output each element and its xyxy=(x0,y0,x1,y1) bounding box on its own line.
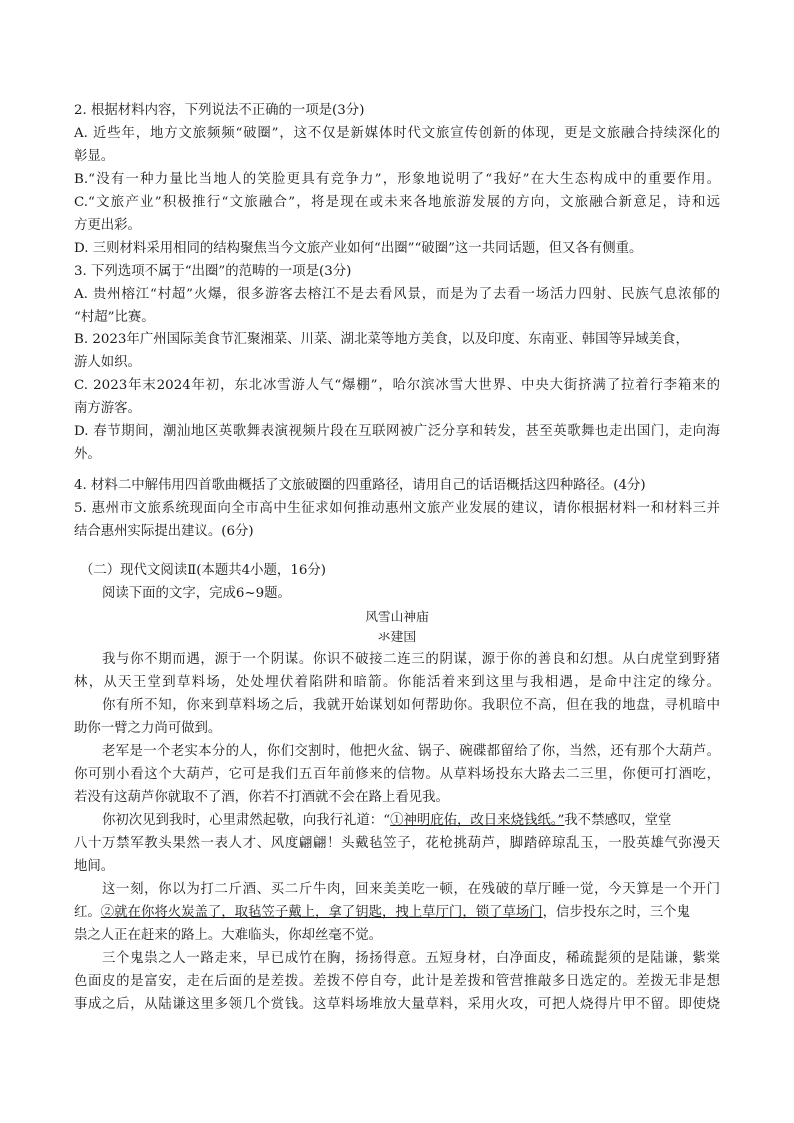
paragraph-4-line-1 xyxy=(102,811,671,831)
section-2-heading: （二）现代文阅读Ⅱ(本题共4小题，16分) xyxy=(80,563,326,578)
question-3-option-c: C. 2023年末2024年初，东北冰雪游人气“爆棚”，哈尔滨冰雪大世界、中央大街挤满了拉着行李箱来的 xyxy=(74,378,720,393)
question-3-option-a: A. 贵州榕江“村超”火爆，很多游客去榕江不是去看风景，而是为了去看一场活力四射、民族气息浓郁的 xyxy=(74,287,720,302)
question-3-option-c-cont: 南方游客。 xyxy=(74,401,141,416)
question-5-line-2: 结合惠州实际提出建议。(6分) xyxy=(74,524,254,539)
question-4: 4. 材料二中解伟用四首歌曲概括了文旅破圈的四重路径，请用自己的话语概括这四种路径。(4分) xyxy=(74,478,646,493)
question-3-stem: 3. 下列选项不属于“出圈”的范畴的一项是(3分) xyxy=(74,264,352,279)
paragraph-4-text-b: 我不禁感叹，堂堂 xyxy=(564,813,672,828)
story-author: 氺建国 xyxy=(377,629,417,644)
paragraph-5-text-a: 红。 xyxy=(74,905,101,920)
story-title: 风雪山神庙 xyxy=(365,609,429,624)
question-3-option-b-cont: 游人如织。 xyxy=(74,355,141,370)
question-2-option-a-cont: 彰显。 xyxy=(74,149,115,164)
question-3-option-b: B. 2023年广州国际美食节汇聚湘菜、川菜、湖北菜等地方美食，以及印度、东南亚、韩国等异域美食， xyxy=(74,332,689,347)
question-2-option-c: C.“文旅产业”积极推行“文旅融合”，将是现在或未来各地旅游发展的方向，文旅融合新意足，诗和远 xyxy=(74,195,720,210)
paragraph-5-text-b: ，信步投东之时，三个鬼 xyxy=(542,905,690,920)
underlined-sentence-1: ①神明庇佑，改日来烧钱纸。” xyxy=(390,813,565,828)
paragraph-6-line-3: 事成之后，从陆谦这里多领几个赏钱。这草料场堆放大量草料，采用火攻，可把人烧得片甲不留。即使烧 xyxy=(74,997,720,1012)
paragraph-5-line-1: 这一刻，你以为打二斤酒、买二斤牛肉，回来美美吃一顿，在残破的草厅睡一觉，今天算是一个开门 xyxy=(102,882,720,897)
paragraph-1-line-2: 林，从天王堂到草料场，处处埋伏着陷阱和暗箭。你能活着来到这里与我相遇，是命中注定的缘分。 xyxy=(74,675,720,690)
question-2-option-a: A. 近些年，地方文旅频频“破圈”，这不仅是新媒体时代文旅宣传创新的体现，更是文旅融合持续深化的 xyxy=(74,126,720,141)
section-2-instruction: 阅读下面的文字，完成6~9题。 xyxy=(102,586,291,601)
paragraph-2-line-2: 助你一臂之力尚可做到。 xyxy=(74,721,222,736)
paragraph-4-line-2: 八十万禁军教头果然一表人才、风度翩翩！头戴毡笠子，花枪挑葫芦，脚踏碎琼乱玉，一股英雄气弥漫天 xyxy=(74,836,720,851)
paragraph-3-line-3: 若没有这葫芦你就取不了酒，你若不打酒就不会在路上看见我。 xyxy=(74,790,449,805)
question-2-option-d: D. 三则材料采用相同的结构聚焦当今文旅产业如何“出圈”“破圈”这一共同话题，但又各有侧重。 xyxy=(74,241,643,256)
paragraph-3-line-2: 你可别小看这个大葫芦，它可是我们五百年前修来的信物。从草料场投东大路去二三里，你便可打酒吃， xyxy=(74,767,720,782)
paragraph-1-line-1: 我与你不期而遇，源于一个阴谋。你识不破接二连三的阴谋，源于你的善良和幻想。从白虎堂到野猪 xyxy=(102,652,720,667)
paragraph-2-line-1: 你有所不知，你来到草料场之后，我就开始谋划如何帮助你。我职位不高，但在我的地盘，寻机暗中 xyxy=(102,698,720,713)
question-3-option-a-cont: “村超”比赛。 xyxy=(74,310,155,325)
paragraph-4-line-3: 地间。 xyxy=(74,859,115,874)
question-5-line-1: 5. 惠州市文旅系统现面向全市高中生征求如何推动惠州文旅产业发展的建议，请你根据材料一和材料三并 xyxy=(74,501,720,516)
underlined-sentence-2: ②就在你将火炭盖了，取毡笠子戴上，拿了钥匙，拽上草厅门，锁了草场门 xyxy=(100,905,543,920)
paragraph-6-line-1: 三个鬼祟之人一路走来，早已成竹在胸，扬扬得意。五短身材，白净面皮，稀疏髭须的是陆谦，紫棠 xyxy=(102,951,720,966)
question-3-option-d: D. 春节期间，潮汕地区英歌舞表演视频片段在互联网被广泛分享和转发，甚至英歌舞也走出国门，走向海 xyxy=(74,424,720,439)
question-2-stem: 2. 根据材料内容，下列说法不正确的一项是(3分) xyxy=(74,103,365,118)
paragraph-3-line-1: 老军是一个老实本分的人，你们交割时，他把火盆、锅子、碗碟都留给了你，当然，还有那个大葫芦。 xyxy=(102,744,720,759)
question-3-option-d-cont: 外。 xyxy=(74,447,101,462)
paragraph-6-line-2: 色面皮的是富安，走在后面的是差拨。差拨不停自夸，此计是差拨和管营推敲多日选定的。差拨无非是想 xyxy=(74,974,720,989)
paragraph-5-line-3: 祟之人正在赶来的路上。大难临头，你却丝毫不觉。 xyxy=(74,928,382,943)
paragraph-4-text-a: 你初次见到我时，心里肃然起敬，向我行礼道：“ xyxy=(102,813,391,828)
paragraph-5-line-2 xyxy=(74,903,690,923)
question-2-option-b: B.“没有一种力量比当地人的笑脸更具有竞争力”，形象地说明了“我好”在大生态构成中的重要作用。 xyxy=(74,172,720,187)
question-2-option-c-cont: 方更出彩。 xyxy=(74,218,141,233)
